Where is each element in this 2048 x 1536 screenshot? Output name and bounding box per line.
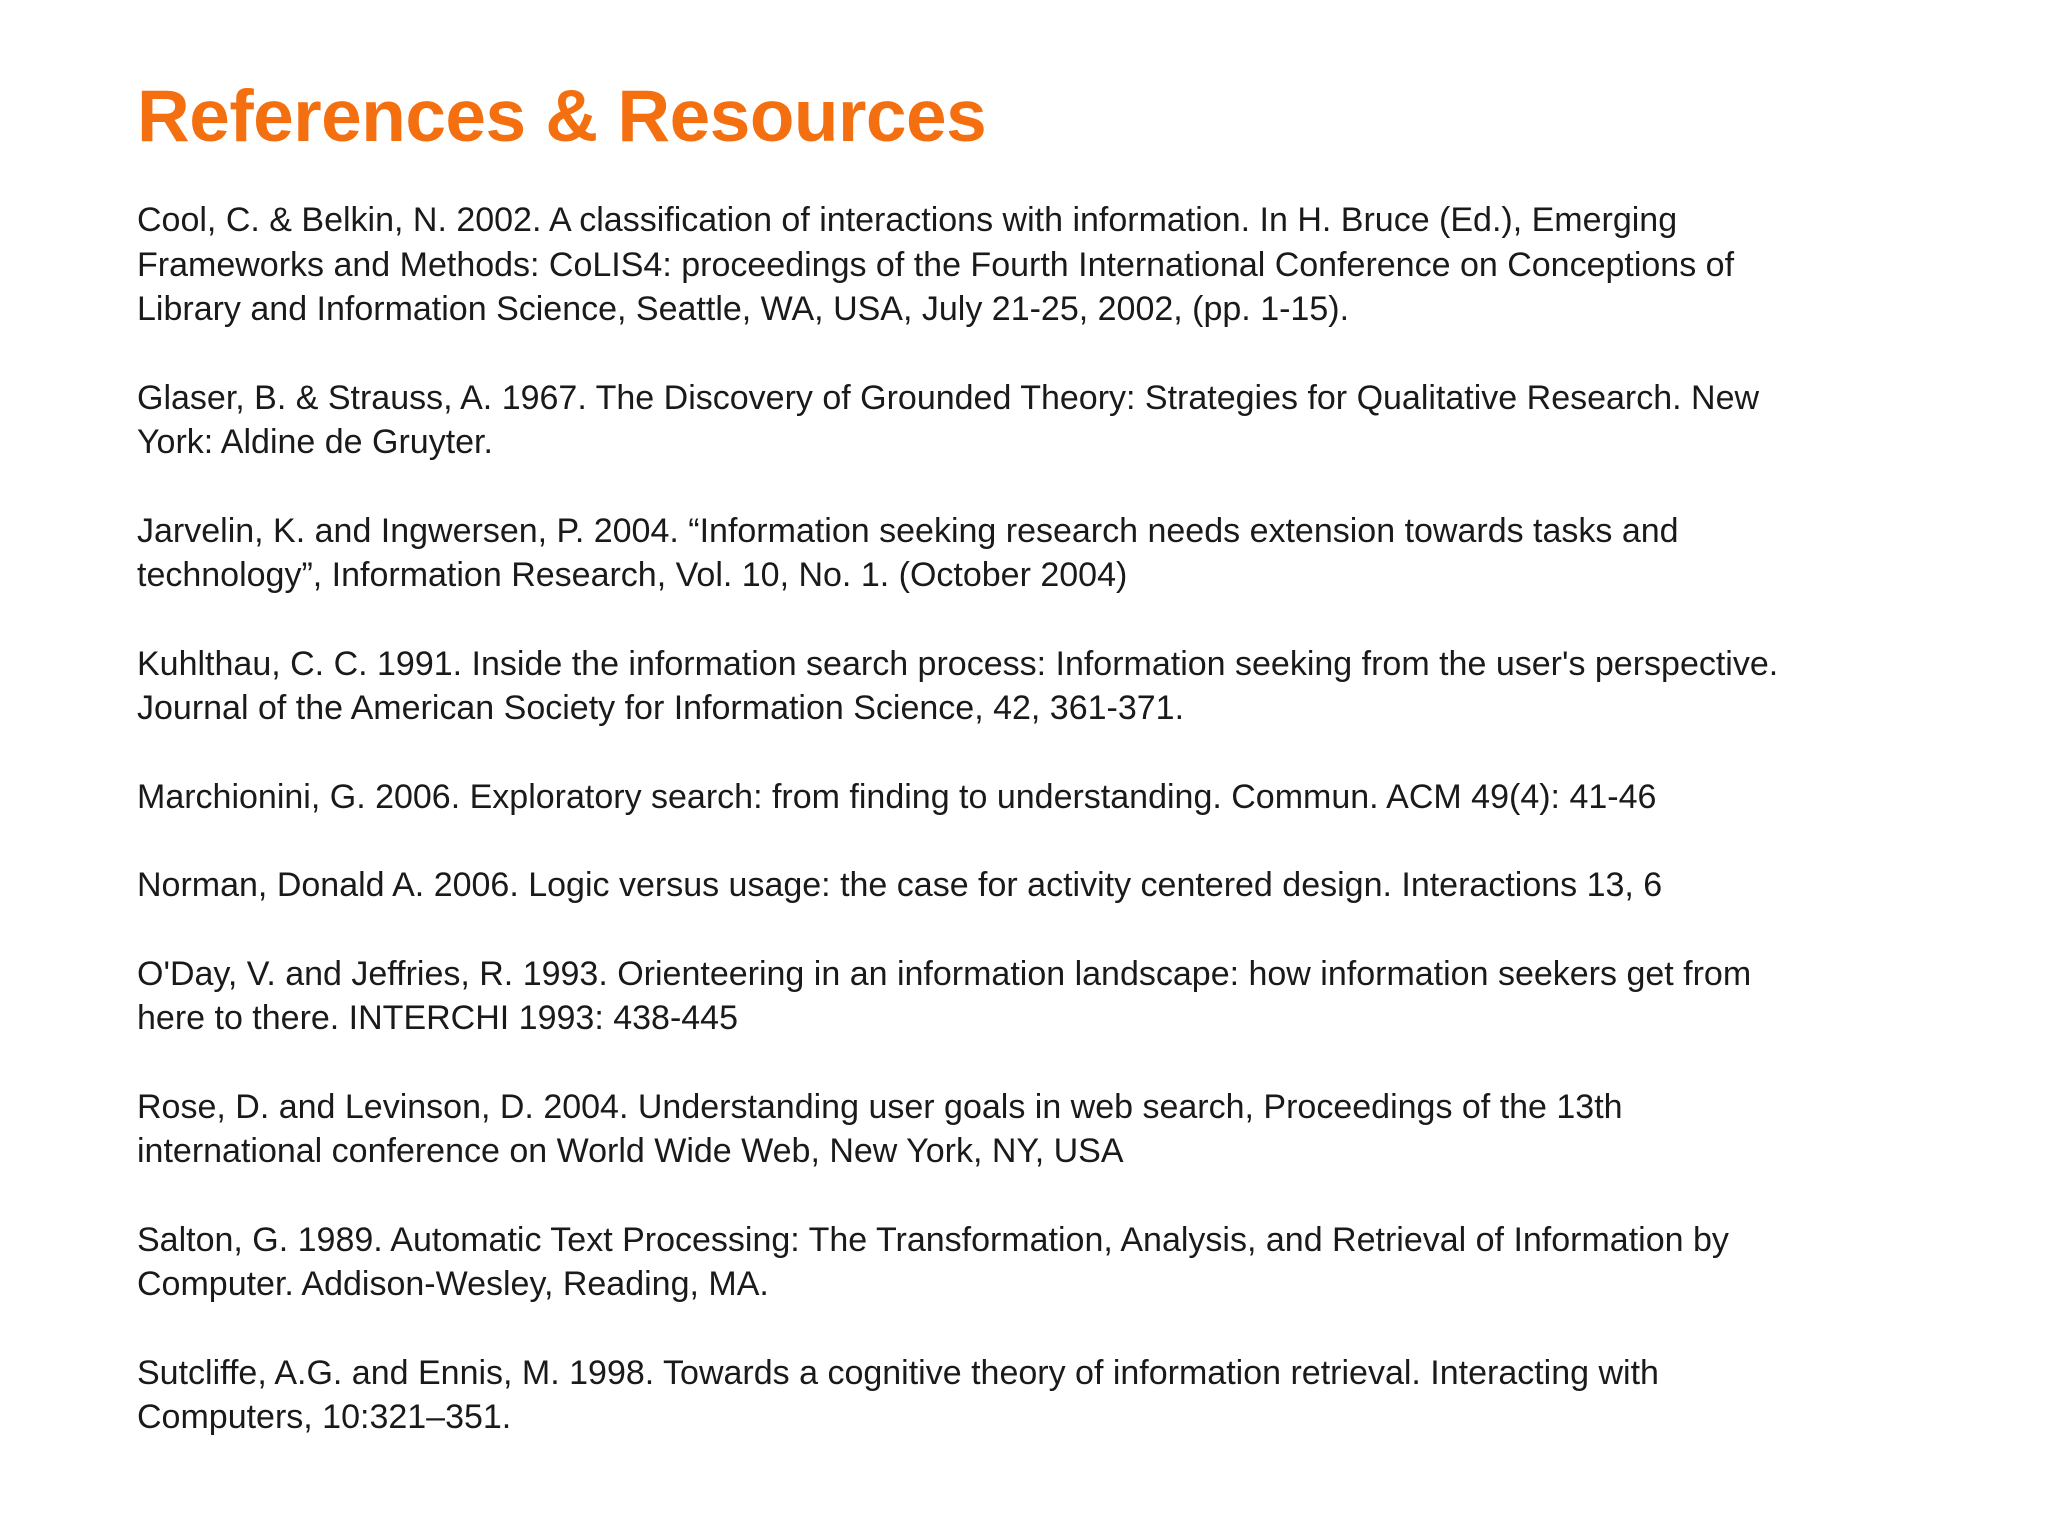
reference-line: Kuhlthau, C. C. 1991. Inside the information search process: Information seeking from the user's perspective.	[137, 644, 1779, 683]
reference-line: O'Day, V. and Jeffries, R. 1993. Orienteering in an information landscape: how information seekers get from	[137, 954, 1752, 993]
reference-item	[137, 1085, 1947, 1174]
reference-item	[137, 775, 1947, 820]
reference-line: Rose, D. and Levinson, D. 2004. Understanding user goals in web search, Proceedings of the 13th	[137, 1087, 1623, 1126]
reference-line: Library and Information Science, Seattle, WA, USA, July 21-25, 2002, (pp. 1-15).	[137, 290, 1350, 328]
reference-line: Computer. Addison-Wesley, Reading, MA.	[137, 1265, 769, 1303]
reference-item	[137, 1351, 1947, 1440]
reference-line: Jarvelin, K. and Ingwersen, P. 2004. “Information seeking research needs extension towards tasks and	[137, 511, 1679, 550]
reference-line: Salton, G. 1989. Automatic Text Processing: The Transformation, Analysis, and Retrieval of Information by	[137, 1220, 1729, 1259]
reference-item	[137, 1218, 1947, 1307]
reference-line: Frameworks and Methods: CoLIS4: proceedings of the Fourth International Conference on Conceptions of	[137, 245, 1735, 284]
reference-line: Sutcliffe, A.G. and Ennis, M. 1998. Towards a cognitive theory of information retrieval. Interacting with	[137, 1353, 1659, 1392]
reference-list	[137, 198, 1947, 1484]
reference-item	[137, 642, 1947, 731]
reference-line: Glaser, B. & Strauss, A. 1967. The Discovery of Grounded Theory: Strategies for Qualitative Research. New	[137, 378, 1760, 417]
reference-line: here to there. INTERCHI 1993: 438-445	[137, 999, 738, 1037]
reference-line: Computers, 10:321–351.	[137, 1398, 512, 1436]
reference-item	[137, 509, 1947, 598]
reference-item	[137, 198, 1947, 332]
reference-line: York: Aldine de Gruyter.	[137, 423, 493, 461]
reference-line: technology”, Information Research, Vol. 10, No. 1. (October 2004)	[137, 556, 1128, 594]
reference-line: Norman, Donald A. 2006. Logic versus usage: the case for activity centered design. Interactions 13, 6	[137, 866, 1663, 904]
reference-line: international conference on World Wide Web, New York, NY, USA	[137, 1132, 1124, 1170]
reference-line: Cool, C. & Belkin, N. 2002. A classification of interactions with information. In H. Bruce (Ed.), Emerging	[137, 201, 1678, 239]
reference-item	[137, 952, 1947, 1041]
page-title: References & Resources	[137, 76, 987, 157]
reference-line: Journal of the American Society for Information Science, 42, 361-371.	[137, 689, 1185, 727]
reference-line: Marchionini, G. 2006. Exploratory search: from finding to understanding. Commun. ACM 49(4): 41-46	[137, 777, 1657, 816]
reference-item	[137, 863, 1947, 908]
reference-item	[137, 376, 1947, 465]
